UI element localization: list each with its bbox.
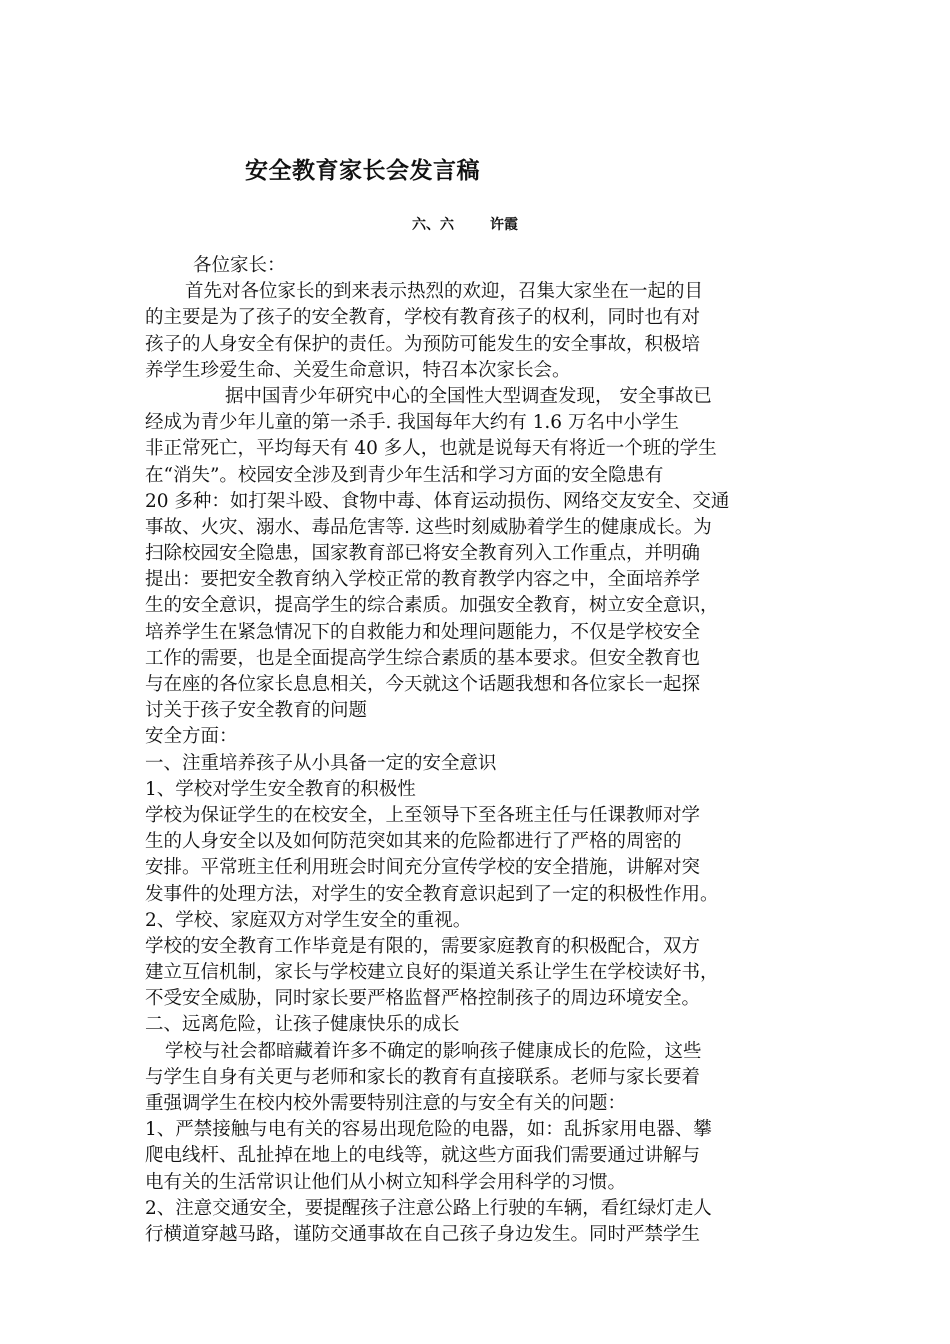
body-line: 学校与社会都暗藏着许多不确定的影响孩子健康成长的危险，这些 [165, 1040, 702, 1062]
body-line: 2、注意交通安全，要提醒孩子注意公路上行驶的车辆，看红绿灯走人 [145, 1197, 712, 1219]
body-line: 首先对各位家长的到来表示热烈的欢迎，召集大家坐在一起的目 [185, 281, 704, 303]
body-line: 安全方面： [145, 726, 238, 748]
body-line: 二、远离危险，让孩子健康快乐的成长 [145, 1014, 460, 1036]
body-line: 与学生自身有关更与老师和家长的教育有直接联系。老师与家长要着 [145, 1066, 701, 1088]
byline [412, 214, 518, 234]
byline-author: 许霞 [490, 217, 518, 233]
body-line: 20 多种：如打架斗殴、食物中毒、体育运动损伤、网络交友安全、交通 [145, 490, 730, 512]
body-line: 不受安全威胁，同时家长要严格监督严格控制孩子的周边环境安全。 [145, 988, 701, 1010]
body-line: 学校的安全教育工作毕竟是有限的，需要家庭教育的积极配合，双方 [145, 935, 701, 957]
body-line: 经成为青少年儿童的第一杀手. 我国每年大约有 1.6 万名中小学生 [145, 412, 679, 434]
body-line: 培养学生在紧急情况下的自救能力和处理问题能力，不仅是学校安全 [145, 621, 701, 643]
body-line: 生的人身安全以及如何防范突如其来的危险都进行了严格的周密的 [145, 831, 682, 853]
body-line: 的主要是为了孩子的安全教育，学校有教育孩子的权利，同时也有对 [145, 307, 701, 329]
body-line: 事故、火灾、溺水、毒品危害等. 这些时刻威胁着学生的健康成长。为 [145, 516, 712, 538]
body-line: 讨关于孩子安全教育的问题 [145, 700, 368, 722]
body-line: 养学生珍爱生命、关爱生命意识，特召本次家长会。 [145, 359, 571, 381]
body-line: 安排。平常班主任利用班会时间充分宣传学校的安全措施，讲解对突 [145, 857, 701, 879]
body-line: 1、严禁接触与电有关的容易出现危险的电器，如：乱拆家用电器、攀 [145, 1119, 712, 1141]
body-line: 扫除校园安全隐患，国家教育部已将安全教育列入工作重点，并明确 [145, 543, 701, 565]
body-line: 学校为保证学生的在校安全，上至领导下至各班主任与任课教师对学 [145, 804, 701, 826]
body-line: 发事件的处理方法，对学生的安全教育意识起到了一定的积极性作用。 [145, 883, 719, 905]
body-line: 爬电线杆、乱扯掉在地上的电线等，就这些方面我们需要通过讲解与 [145, 1145, 701, 1167]
body-line: 在“消失”。校园安全涉及到青少年生活和学习方面的安全隐患有 [145, 464, 664, 486]
body-line: 电有关的生活常识让他们从小树立知科学会用科学的习惯。 [145, 1171, 627, 1193]
byline-class: 六、六 [412, 217, 454, 233]
body-line: 非正常死亡，平均每天有 40 多人，也就是说每天有将近一个班的学生 [145, 438, 717, 460]
body-line: 提出：要把安全教育纳入学校正常的教育教学内容之中，全面培养学 [145, 569, 701, 591]
body-line: 生的安全意识，提高学生的综合素质。加强安全教育，树立安全意识， [145, 595, 719, 617]
document-title: 安全教育家长会发言稿 [245, 158, 480, 184]
body-line: 行横道穿越马路，谨防交通事故在自己孩子身边发生。同时严禁学生 [145, 1223, 701, 1245]
body-line: 与在座的各位家长息息相关，今天就这个话题我想和各位家长一起探 [145, 674, 701, 695]
body-line: 1、学校对学生安全教育的积极性 [145, 778, 416, 800]
body-line: 一、注重培养孩子从小具备一定的安全意识 [145, 752, 497, 774]
speech-body [145, 253, 825, 1248]
body-line: 重强调学生在校内校外需要特别注意的与安全有关的问题： [145, 1093, 627, 1114]
body-line: 各位家长： [193, 255, 286, 276]
body-line: 据中国青少年研究中心的全国性大型调查发现， 安全事故已 [225, 385, 712, 407]
body-line: 工作的需要，也是全面提高学生综合素质的基本要求。但安全教育也 [145, 647, 701, 669]
body-line: 建立互信机制，家长与学校建立良好的渠道关系让学生在学校读好书， [145, 962, 719, 984]
body-line: 孩子的人身安全有保护的责任。为预防可能发生的安全事故，积极培 [145, 333, 701, 355]
body-line: 2、学校、家庭双方对学生安全的重视。 [145, 909, 472, 931]
